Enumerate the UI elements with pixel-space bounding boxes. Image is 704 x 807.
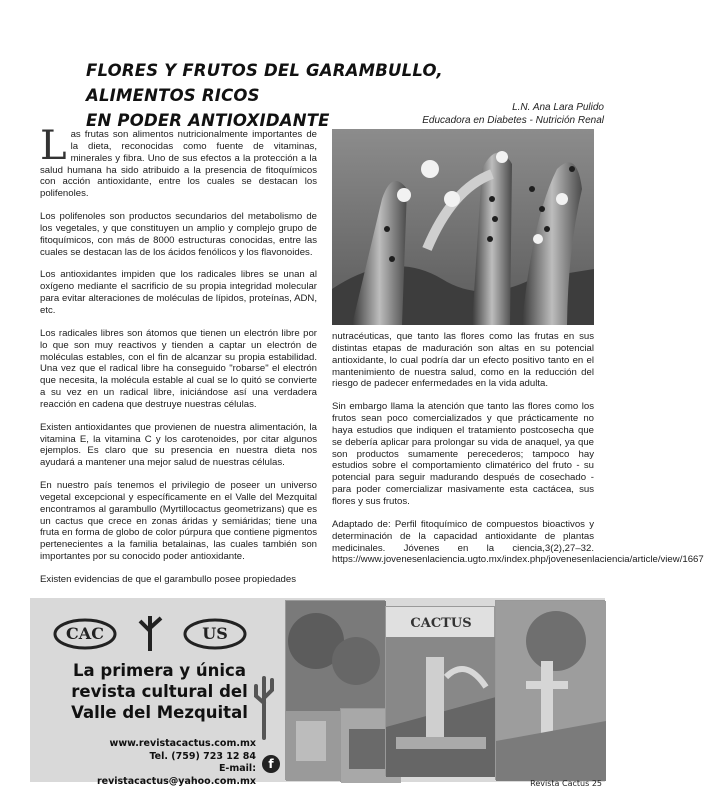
cover-photo-3 xyxy=(495,600,605,780)
cactus-decoration-icon xyxy=(252,668,276,738)
paragraph-2: Los polifenoles son productos secundarios del metabolismo de los vegetales, y que constituyen un amplio y complejo grupo de fitoquímicos, con más de 8000 estructuras conocidas, entre las cuales se destacan las de los ácidos fenólicos y los flavonoides. xyxy=(40,211,317,258)
article-title-line1: FLORES Y FRUTOS DEL GARAMBULLO, ALIMENTOS RICOS xyxy=(86,61,443,105)
paragraph-5: Existen antioxidantes que provienen de nuestra alimentación, la vitamina E, la vitamina C y los carotenoides, por citar algunos ejemplos. Es claro que su presencia en nuestra dieta nos ayudará a mantener una mejor salud de nuestras células. xyxy=(40,421,317,469)
drop-cap: L xyxy=(40,123,67,169)
cover-logo: CACTUS xyxy=(410,616,472,631)
article-title-line2: EN PODER ANTIOXIDANTE xyxy=(86,111,330,130)
paragraph-1 xyxy=(40,123,317,200)
ad-phone: Tel. (759) 723 12 84 xyxy=(149,750,256,762)
cactus-logo-icon xyxy=(45,606,255,656)
paragraph-1-text: as frutas son alimentos nutricionalmente importantes de la dieta, reconocidas como fuente de vitaminas, minerales y fibra. Uno de sus efectos a la protección a la salud humana ha sido atribuido a la presencia de fitoquímicos con acción antioxidante, entre los cuales se destacan los polifenoles. xyxy=(40,129,317,200)
paragraph-7: Existen evidencias de que el garambullo posee propiedades xyxy=(40,574,297,585)
facebook-icon[interactable]: f xyxy=(262,755,280,773)
article-left-column xyxy=(40,123,317,597)
article-right-column xyxy=(332,331,704,577)
paragraph-6: En nuestro país tenemos el privilegio de poseer un universo vegetal excepcional y específicamente en el Valle del Mezquital encontramos al garambullo (Myrtillocactus geometrizans) que es un cactus que crece en zonas áridas y semiáridas; tiene una fruta en forma de globo de color púrpura que contiene pigmentos pertenecientes a la familia betalainas, las cuales también son importantes por su conocido poder antioxidante. xyxy=(40,480,317,563)
author-role: Educadora en Diabetes - Nutrición Renal xyxy=(422,114,604,126)
magazine-cover xyxy=(385,606,495,776)
cactus-flower-illustration xyxy=(332,129,594,325)
garambullo-photo xyxy=(332,129,594,325)
ad-website[interactable]: www.revistacactus.com.mx xyxy=(109,738,256,749)
ad-contact xyxy=(66,738,256,788)
paragraph-4: Los radicales libres son átomos que tienen un electrón libre por lo que son muy reactivos y tienden a captar un electrón de moléculas estables, con el fin de alcanzar su propia estabilidad. Una vez que el radical libre ha conseguido "robarse" el electrón que necesita, la molécula estable al cual se lo quitó se convierte a su vez en un radical libre, iniciándose así una verdadera reacción en cadena que destruye nuestras células. xyxy=(40,327,317,410)
ad-email[interactable]: E-mail: revistacactus@yahoo.com.mx xyxy=(96,763,256,787)
paragraph-3: Los antioxidantes impiden que los radicales libres se unan al oxígeno mediante el sacrificio de su propia integridad molecular para evitar alteraciones de moléculas de lípidos, proteínas, ADN, etc. xyxy=(40,269,317,316)
paragraph-10: Adaptado de: Perfil fitoquímico de compuestos bioactivos y determinación de la capacidad antioxidante de plantas medicinales. Jóvenes en la ciencia,3(2),27–32. https://www.jovenesenlaciencia.ugto.mx/index.php/jovenesenlaciencia/article/view/1667 xyxy=(332,518,704,566)
page-number: 25 xyxy=(591,779,602,788)
footer-magazine: Revista Cactus xyxy=(530,779,590,788)
author-block xyxy=(420,102,604,127)
page-footer xyxy=(520,779,602,789)
svg-text:CAC: CAC xyxy=(66,624,104,643)
paragraph-8: nutracéuticas, que tanto las flores como las frutas en sus distintas etapas de maduración son altas en su potencial antioxidante, lo cual podría dar un efecto positivo tanto en el mantenimiento de nuestra salud, como en la reducción del riesgo de padecer enfermedades en la vida adulta. xyxy=(332,331,594,390)
author-name: L.N. Ana Lara Pulido xyxy=(512,102,604,113)
ad-tagline: La primera y única revista cultural del Valle del Mezquital xyxy=(71,661,248,722)
svg-text:US: US xyxy=(202,624,228,643)
paragraph-9: Sin embargo llama la atención que tanto las flores como los frutos sean poco comercializados y que prácticamente no haya estudios que indiquen el tratamiento postcosecha que se debería aplicar para prolongar su vida de anaquel, ya que son productos sumamente perecederos; tampoco hay estudios sobre el comportamiento climatérico del fruto - su potencial para seguir madurando después de cosechado - para poder comercializar masivamente esta cactácea, sus flores y sus frutos. xyxy=(332,401,594,507)
